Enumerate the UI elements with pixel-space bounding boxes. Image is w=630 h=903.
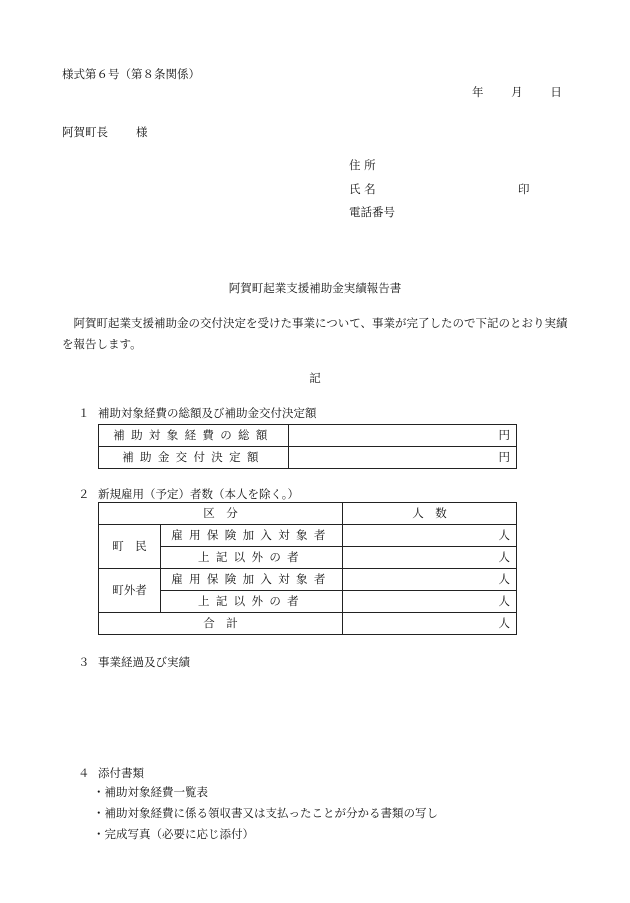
- expense-total-value[interactable]: 円: [289, 425, 517, 447]
- section-2-number: ２: [78, 487, 90, 501]
- date-day: 日: [550, 85, 562, 99]
- section-4-title: 添付書類: [98, 766, 144, 780]
- grant-amount-label: 補助金交付決定額: [99, 447, 289, 469]
- expense-table: [98, 424, 517, 469]
- applicant-phone-label: 電話番号: [349, 205, 395, 219]
- attachment-list: [93, 784, 438, 847]
- section-4-number: ４: [78, 766, 90, 780]
- grant-amount-value[interactable]: 円: [289, 447, 517, 469]
- form-number: 様式第６号（第８条関係）: [62, 67, 200, 81]
- section-4-heading: [78, 765, 144, 782]
- ki-heading: 記: [309, 371, 321, 385]
- addressee-line: [62, 124, 148, 141]
- category-header: 区 分: [99, 503, 343, 525]
- date-year: 年: [472, 85, 484, 99]
- applicant-address-label: 住 所: [349, 158, 376, 172]
- section-3-heading: [78, 654, 190, 671]
- section-3-number: ３: [78, 655, 90, 669]
- table-row: [99, 569, 517, 591]
- date-line: [472, 84, 562, 101]
- count-cell[interactable]: 人: [343, 547, 517, 569]
- expense-total-label: 補助対象経費の総額: [99, 425, 289, 447]
- employment-table: [98, 502, 517, 635]
- row-label: 雇用保険加入対象者: [161, 525, 343, 547]
- section-1-heading: [78, 405, 317, 422]
- table-total-row: [99, 613, 517, 635]
- section-3-title: 事業経過及び実績: [98, 655, 190, 669]
- count-header: 人 数: [343, 503, 517, 525]
- body-paragraph: 阿賀町起業支援補助金の交付決定を受けた事業について、事業が完了したので下記のとおり実績を報告します。: [62, 316, 568, 351]
- section-1-title: 補助対象経費の総額及び補助金交付決定額: [98, 406, 317, 420]
- group-non-residents: 町外者: [99, 569, 161, 613]
- addressee: 阿賀町長: [62, 125, 108, 139]
- table-header-row: [99, 503, 517, 525]
- count-cell[interactable]: 人: [343, 569, 517, 591]
- list-item: ・完成写真（必要に応じ添付）: [93, 827, 254, 841]
- list-item: ・補助対象経費一覧表: [93, 785, 208, 799]
- section-1-number: １: [78, 406, 90, 420]
- section-2-heading: [78, 486, 299, 503]
- applicant-name-label: 氏 名: [349, 182, 376, 196]
- document-title: 阿賀町起業支援補助金実績報告書: [228, 281, 402, 295]
- date-month: 月: [511, 85, 523, 99]
- table-row: [99, 447, 517, 469]
- section-2-title: 新規雇用（予定）者数（本人を除く。）: [98, 487, 300, 501]
- table-row: [99, 425, 517, 447]
- row-label: 上記以外の者: [161, 591, 343, 613]
- total-cell[interactable]: 人: [343, 613, 517, 635]
- row-label: 上記以外の者: [161, 547, 343, 569]
- group-residents: 町 民: [99, 525, 161, 569]
- honorific: 様: [136, 125, 148, 139]
- table-row: [99, 591, 517, 613]
- table-row: [99, 547, 517, 569]
- total-label: 合 計: [99, 613, 343, 635]
- table-row: [99, 525, 517, 547]
- count-cell[interactable]: 人: [343, 591, 517, 613]
- row-label: 雇用保険加入対象者: [161, 569, 343, 591]
- seal-mark: 印: [518, 182, 530, 196]
- list-item: ・補助対象経費に係る領収書又は支払ったことが分かる書類の写し: [93, 806, 438, 820]
- count-cell[interactable]: 人: [343, 525, 517, 547]
